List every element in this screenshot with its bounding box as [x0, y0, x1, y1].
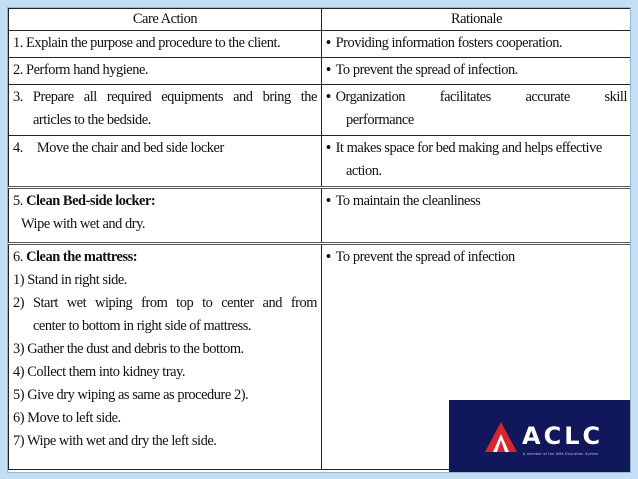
- action-cell: [9, 58, 322, 85]
- rationale-text: • Providing information fosters cooperation.: [326, 32, 627, 55]
- action-number: 4.: [13, 140, 23, 156]
- step-item: 6) Move to left side.: [13, 410, 121, 426]
- action-text: 2. Perform hand hygiene.: [13, 62, 149, 78]
- rationale-cell: [322, 136, 632, 188]
- step-item: 4) Collect them into kidney tray.: [13, 364, 186, 380]
- rationale-text: • It makes space for bed making and helps effective: [326, 137, 627, 160]
- rationale-text: • To maintain the cleanliness: [326, 190, 627, 213]
- table-row: [9, 85, 632, 136]
- rationale-text: performance: [346, 112, 414, 128]
- rationale-cell: [322, 188, 632, 244]
- step-item: center to bottom in right side of mattress.: [33, 318, 252, 334]
- slide-frame: [7, 7, 631, 473]
- aclc-logo: [449, 400, 631, 473]
- action-heading: Clean the mattress:: [26, 249, 138, 265]
- rationale-cell: [322, 85, 632, 136]
- table-row: [9, 58, 632, 85]
- header-care-action: Care Action: [9, 9, 322, 31]
- action-subtext: Wipe with wet and dry.: [21, 216, 146, 232]
- action-heading: Clean Bed-side locker:: [26, 193, 156, 209]
- step-item: 2) Start wet wiping from top to center and from: [13, 295, 317, 311]
- table-row: [9, 31, 632, 58]
- step-item: 1) Stand in right side.: [13, 272, 127, 288]
- rationale-cell: [322, 31, 632, 58]
- action-number: 5.: [13, 193, 23, 209]
- rationale-text: • Organization facilitates accurate skill: [326, 86, 627, 109]
- action-cell: [9, 244, 322, 470]
- table-row: [9, 188, 632, 244]
- rationale-text: • To prevent the spread of infection: [326, 246, 627, 269]
- action-text: 3. Prepare all required equipments and bring the: [13, 89, 317, 105]
- action-cell: [9, 31, 322, 58]
- step-item: 5) Give dry wiping as same as procedure 2).: [13, 387, 249, 403]
- action-number: 6.: [13, 249, 23, 265]
- action-text: 1. Explain the purpose and procedure to the client.: [13, 35, 281, 51]
- aclc-logo-text: ACLC: [522, 422, 604, 450]
- action-text: Move the chair and bed side locker: [36, 140, 224, 156]
- action-cell: [9, 136, 322, 188]
- aclc-logo-tagline: A member of the AMA Education System: [523, 452, 599, 456]
- header-rationale: Rationale: [322, 9, 632, 31]
- action-cell: [9, 85, 322, 136]
- aclc-logo-mark-icon: [485, 422, 517, 452]
- table-header-row: [9, 9, 632, 31]
- rationale-text: • To prevent the spread of infection.: [326, 59, 627, 82]
- rationale-cell: [322, 58, 632, 85]
- action-text: articles to the bedside.: [33, 112, 151, 128]
- step-item: 7) Wipe with wet and dry the left side.: [13, 433, 217, 449]
- rationale-text: action.: [346, 163, 382, 179]
- action-cell: [9, 188, 322, 244]
- step-item: 3) Gather the dust and debris to the bottom.: [13, 341, 244, 357]
- table-row: [9, 136, 632, 188]
